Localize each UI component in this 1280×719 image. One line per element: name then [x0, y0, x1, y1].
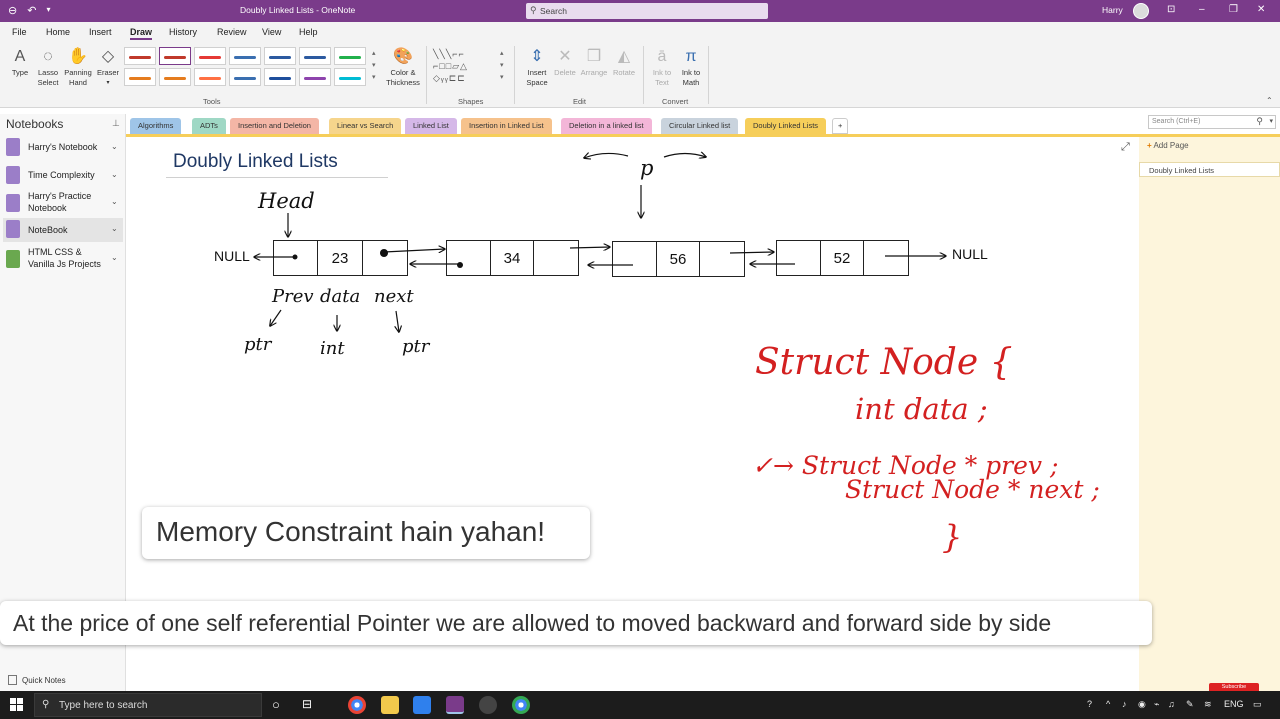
chevron-down-icon[interactable]: ⌄	[111, 224, 118, 233]
pen-blue-thin-2[interactable]	[229, 68, 261, 86]
pen-gallery-scroll-icon[interactable]: ▴ ▾ ▾	[372, 50, 376, 81]
color-thickness-label: Color & Thickness	[386, 68, 420, 87]
panning-hand-button[interactable]	[62, 46, 94, 88]
minimize-icon[interactable]: –	[1199, 4, 1205, 15]
help-icon[interactable]: ?	[1087, 699, 1093, 709]
quick-notes[interactable]	[8, 675, 66, 685]
title-underline	[166, 177, 388, 178]
tab-insert[interactable]: Insert	[89, 27, 112, 37]
chevron-down-icon[interactable]: ▾	[1269, 118, 1273, 125]
diamond-shape-icon[interactable]: ◇ᵧᵧ⊏⊏	[433, 73, 466, 83]
notebook-label: HTML CSS & Vanilla Js Projects	[28, 247, 101, 269]
null-right-label: NULL	[952, 246, 988, 262]
ink-data-label: data	[320, 286, 361, 307]
windows-start-icon[interactable]	[10, 698, 23, 711]
convert-group-label: Convert	[662, 97, 689, 106]
lasso-label: Lasso Select	[37, 68, 59, 87]
data-cell: 56	[657, 242, 701, 276]
ink-ptr-label: ptr	[402, 336, 430, 357]
add-page-button[interactable]	[1147, 141, 1189, 150]
mic-icon[interactable]: ♪	[1122, 699, 1127, 709]
title-bar	[0, 0, 1280, 22]
type-label: Type	[11, 68, 29, 77]
shapes-group-label: Shapes	[458, 97, 484, 106]
ink-int-data-line: int data ;	[855, 392, 988, 426]
section-tab[interactable]: ADTs	[192, 118, 226, 134]
pen-gallery	[124, 47, 374, 87]
rect-shape-icon[interactable]: ⌐□□▱△	[433, 61, 468, 71]
restore-icon[interactable]: ❐	[1229, 4, 1238, 15]
section-tab[interactable]: Algorithms	[130, 118, 181, 134]
list-node	[776, 240, 909, 276]
notebook-icon	[6, 250, 20, 268]
github-icon[interactable]	[479, 696, 497, 714]
shapes-gallery[interactable]	[433, 48, 468, 84]
null-left-label: NULL	[214, 248, 250, 264]
ink-struct-node-line: Struct Node {	[755, 342, 1013, 383]
volume-icon[interactable]: ♫	[1168, 699, 1175, 709]
pen-icon[interactable]: ✎	[1186, 699, 1194, 709]
eraser-label: Eraser	[96, 68, 120, 77]
chevron-down-icon[interactable]: ⌄	[111, 197, 118, 206]
lasso-icon: ◌	[43, 48, 53, 65]
quick-access-icon[interactable]: ▾	[46, 5, 51, 14]
pin-icon[interactable]: ⊥	[112, 118, 120, 128]
subtitle-caption-primary: Memory Constraint hain yahan!	[142, 507, 590, 559]
list-node	[446, 240, 579, 276]
next-cell	[363, 241, 407, 275]
eraser-icon: ◇	[101, 48, 115, 65]
ink-to-text-button[interactable]	[649, 46, 675, 88]
pen-red-thin[interactable]	[124, 47, 156, 65]
notebook-icon	[6, 166, 20, 184]
pen-blue-thin[interactable]	[229, 47, 261, 65]
wifi-icon[interactable]: ≋	[1204, 699, 1212, 709]
avatar[interactable]	[1133, 3, 1149, 19]
section-tab[interactable]: Deletion in a linked list	[561, 118, 652, 134]
data-cell: 23	[318, 241, 362, 275]
subscribe-badge[interactable]: Subscribe	[1209, 683, 1259, 693]
notebook-label: Time Complexity	[28, 170, 95, 180]
ribbon-display-icon[interactable]: ⊡	[1167, 4, 1176, 15]
color-thickness-button[interactable]	[382, 46, 424, 88]
window-title: Doubly Linked Lists - OneNote	[240, 5, 356, 15]
tab-review[interactable]: Review	[217, 27, 247, 37]
section-tab-active[interactable]: Doubly Linked Lists	[745, 118, 826, 134]
list-node	[273, 240, 408, 276]
pen-blue[interactable]	[264, 47, 296, 65]
tab-draw[interactable]: Draw	[130, 27, 152, 40]
chrome-tray-icon[interactable]: ◉	[1138, 699, 1146, 709]
ribbon	[0, 42, 1280, 108]
ink-next-label: next	[374, 286, 414, 307]
ink-to-math-button[interactable]	[677, 46, 705, 88]
onenote-taskbar-icon[interactable]	[446, 696, 464, 714]
section-tab[interactable]: Circular Linked list	[661, 118, 738, 134]
pen-orange[interactable]	[159, 68, 191, 86]
insert-space-icon: ⇕	[530, 48, 544, 65]
language-indicator[interactable]: ENG	[1224, 699, 1244, 709]
notebook-icon	[6, 220, 20, 238]
user-name[interactable]: Harry	[1102, 5, 1123, 15]
menu-bar	[0, 22, 1280, 42]
notebooks-header: Notebooks	[6, 117, 64, 131]
notebook-icon	[6, 194, 20, 212]
prev-cell	[777, 241, 821, 275]
prev-cell	[274, 241, 318, 275]
page-list-item[interactable]: Doubly Linked Lists	[1139, 162, 1280, 177]
delete-icon: ✕	[558, 48, 572, 65]
notebook-item[interactable]	[3, 246, 123, 272]
eraser-button[interactable]	[95, 46, 121, 88]
insert-space-button[interactable]	[522, 46, 552, 88]
pen-red-thick[interactable]	[194, 47, 226, 65]
search-icon: ⚲	[42, 699, 50, 710]
highlighter-green[interactable]	[334, 47, 366, 65]
ribbon-separator	[514, 46, 515, 104]
expand-icon[interactable]: ⤢	[1121, 141, 1130, 153]
next-cell	[700, 242, 744, 276]
rotate-button[interactable]	[610, 46, 638, 78]
ribbon-separator	[426, 46, 427, 104]
type-button[interactable]	[6, 46, 34, 78]
file-explorer-icon[interactable]	[381, 696, 399, 714]
edit-group-label: Edit	[573, 97, 586, 106]
notification-icon[interactable]: ▭	[1253, 699, 1262, 709]
chevron-down-icon[interactable]: ⌄	[111, 170, 118, 179]
next-cell	[534, 241, 578, 275]
section-tabs	[126, 114, 1280, 134]
chevron-down-icon[interactable]: ⌄	[111, 253, 118, 262]
add-page-label: Add Page	[1153, 141, 1189, 150]
tab-help[interactable]: Help	[299, 27, 318, 37]
tab-home[interactable]: Home	[46, 27, 71, 37]
notebook-item[interactable]	[3, 164, 123, 188]
tab-history[interactable]: History	[169, 27, 198, 37]
panning-label: Panning Hand	[64, 68, 92, 87]
tab-file[interactable]: File	[12, 27, 27, 37]
data-cell: 34	[491, 241, 535, 275]
quick-notes-label: Quick Notes	[22, 676, 66, 685]
add-section-button[interactable]: +	[832, 118, 848, 134]
pen-blue-thick[interactable]	[299, 47, 331, 65]
undo-icon[interactable]: ↶	[27, 5, 37, 17]
ink-to-math-label: Ink to Math	[681, 68, 701, 87]
notebook-icon	[6, 138, 20, 156]
page-list-pane	[1139, 134, 1280, 691]
notebook-label: NoteBook	[28, 225, 68, 235]
notebook-label: Harry's Notebook	[28, 142, 98, 152]
rotate-label: Rotate	[612, 68, 636, 77]
pen-orange-thick[interactable]	[194, 68, 226, 86]
ink-to-math-icon: π	[685, 48, 697, 65]
close-icon[interactable]: ✕	[1257, 4, 1266, 15]
task-view-icon[interactable]: ⊟	[302, 697, 313, 711]
tools-group-label: Tools	[203, 97, 221, 106]
cortana-icon[interactable]: ○	[272, 697, 280, 712]
prev-cell	[447, 241, 491, 275]
network-icon[interactable]: ⌁	[1154, 699, 1160, 709]
section-tab[interactable]: Insertion and Deletion	[230, 118, 319, 134]
prev-cell	[613, 242, 657, 276]
chrome-icon[interactable]	[348, 696, 366, 714]
notebook-item-active[interactable]	[3, 218, 123, 242]
chrome-profile-icon[interactable]	[512, 696, 530, 714]
pen-orange-thin[interactable]	[124, 68, 156, 86]
list-node	[612, 241, 745, 277]
vscode-icon[interactable]	[413, 696, 431, 714]
ink-to-text-label: Ink to Text	[652, 68, 672, 87]
notebook-label: Harry's Practice Notebook	[28, 191, 92, 213]
ribbon-separator	[643, 46, 644, 104]
section-tab[interactable]: Linked List	[405, 118, 457, 134]
page-title[interactable]: Doubly Linked Lists	[173, 151, 338, 172]
ink-to-text-icon: ā	[657, 48, 667, 65]
taskbar-search-placeholder: Type here to search	[59, 700, 148, 711]
ink-int-label: int	[320, 338, 345, 359]
pen-purple[interactable]	[299, 68, 331, 86]
subtitle-caption-secondary: At the price of one self referential Pointer we are allowed to moved backward and forward side by side	[0, 601, 1152, 645]
pen-red-selected[interactable]	[159, 47, 191, 65]
add-icon: +	[1147, 141, 1152, 150]
chevron-up-icon[interactable]: ^	[1106, 699, 1111, 709]
section-tab[interactable]: Insertion in Linked List	[461, 118, 552, 134]
ribbon-separator	[708, 46, 709, 104]
next-cell	[864, 241, 908, 275]
eraser-dropdown-icon[interactable]: ▾	[106, 80, 110, 86]
shapes-scroll-icon[interactable]: ▴ ▾ ▾	[500, 50, 504, 81]
highlighter-cyan[interactable]	[334, 68, 366, 86]
notebook-item[interactable]	[3, 190, 123, 216]
taskbar	[0, 691, 1280, 719]
ink-pointer-p: p	[640, 156, 654, 180]
ink-ptr-label: ptr	[244, 334, 272, 355]
line-shape-icon[interactable]: ╲╲╲⌐⌐	[433, 49, 465, 59]
type-icon: A	[14, 48, 26, 65]
collapse-ribbon-icon[interactable]: ⌃	[1266, 96, 1273, 105]
arrange-icon: ❒	[586, 48, 602, 65]
search-label: Search	[540, 6, 567, 16]
notebook-search-input[interactable]	[1148, 115, 1276, 129]
arrange-button[interactable]	[578, 46, 610, 78]
ink-closing-brace: }	[942, 518, 963, 556]
back-icon[interactable]: ⊖	[8, 5, 18, 17]
ink-prev-label: Prev	[272, 286, 314, 307]
pen-navy[interactable]	[264, 68, 296, 86]
data-cell: 52	[821, 241, 865, 275]
chevron-down-icon[interactable]: ⌄	[111, 142, 118, 151]
lasso-select-button[interactable]	[34, 46, 62, 88]
ink-next-pointer-line: Struct Node * next ;	[845, 475, 1100, 504]
rotate-icon: ◭	[617, 48, 631, 65]
delete-button[interactable]	[552, 46, 578, 78]
notebook-search-placeholder: Search (Ctrl+E)	[1152, 118, 1201, 125]
section-tab[interactable]: Linear vs Search	[329, 118, 401, 134]
palette-icon: 🎨	[393, 48, 413, 65]
delete-label: Delete	[554, 68, 576, 77]
search-icon[interactable]: ⚲	[1256, 116, 1263, 126]
search-icon: ⚲	[530, 5, 537, 15]
taskbar-search[interactable]	[34, 693, 262, 717]
tab-view[interactable]: View	[262, 27, 282, 37]
search-box[interactable]	[526, 3, 768, 19]
insert-space-label: Insert Space	[526, 68, 548, 87]
quick-notes-icon	[8, 675, 17, 685]
hand-icon: ✋	[68, 48, 88, 65]
ink-head-label: Head	[258, 189, 315, 213]
ink-prev-pointer-line: ✓→ Struct Node * prev ;	[752, 451, 1059, 480]
arrange-label: Arrange	[580, 68, 608, 77]
notebook-item[interactable]	[3, 136, 123, 160]
